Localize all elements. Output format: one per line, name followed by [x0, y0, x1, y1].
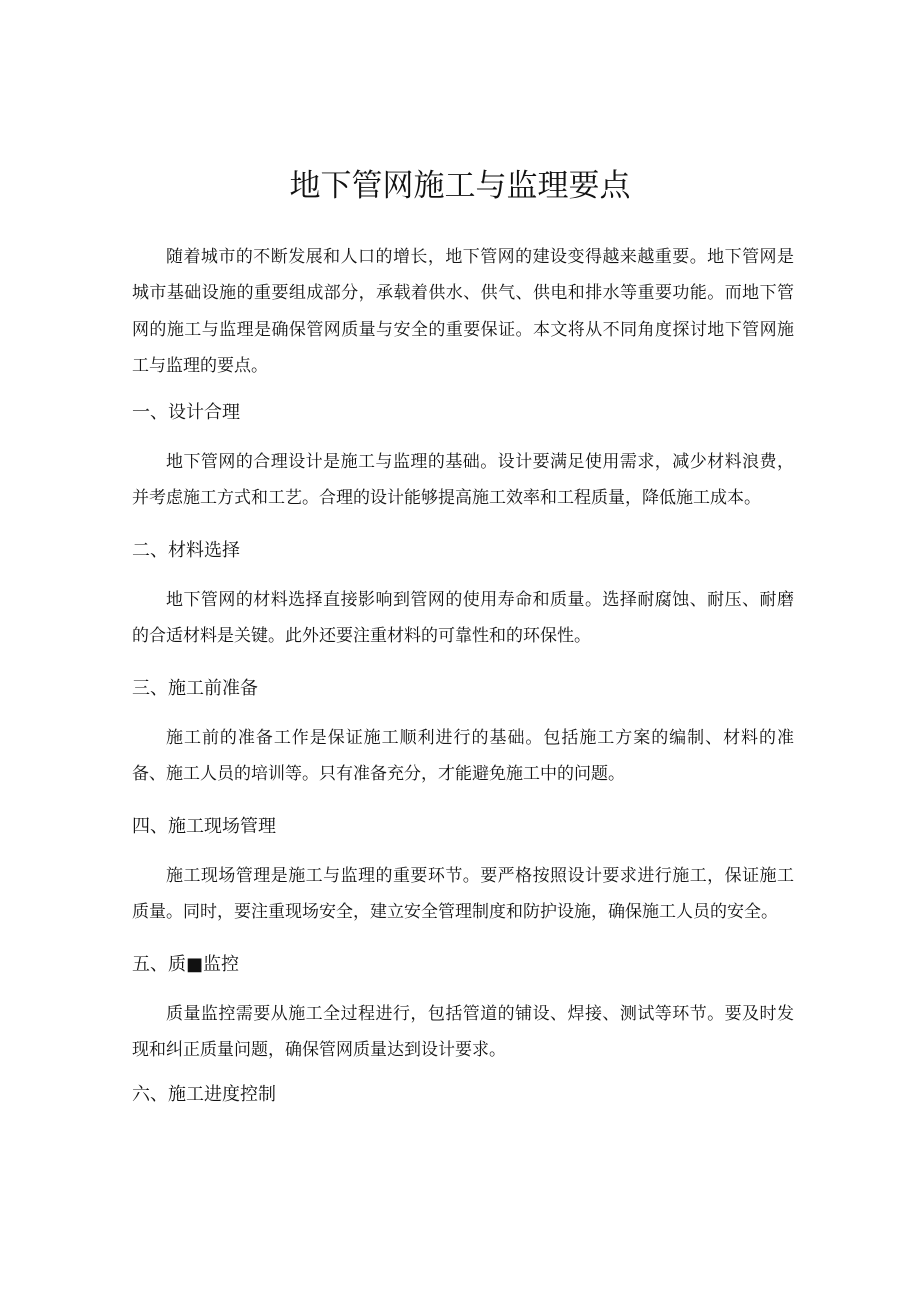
- section-body-1: 地下管网的合理设计是施工与监理的基础。设计要满足使用需求，减少材料浪费，并考虑施工方式和工艺。合理的设计能够提高施工效率和工程质量，降低施工成本。: [132, 452, 794, 509]
- intro-paragraph: 随着城市的不断发展和人口的增长，地下管网的建设变得越来越重要。地下管网是城市基础设施的重要组成部分，承载着供水、供气、供电和排水等重要功能。而地下管网的施工与监理是确保管网质量与安全的重要保证。本文将从不同角度探讨地下管网施工与监理的要点。: [132, 247, 794, 376]
- section-body-2: 地下管网的材料选择直接影响到管网的使用寿命和质量。选择耐腐蚀、耐压、耐磨的合适材料是关键。此外还要注重材料的可靠性和的环保性。: [132, 590, 794, 647]
- section-heading-2: 二、材料选择: [132, 540, 240, 561]
- document-title: 地下管网施工与监理要点: [289, 168, 631, 204]
- section-heading-1: 一、设计合理: [132, 402, 240, 423]
- section-body-4: 施工现场管理是施工与监理的重要环节。要严格按照设计要求进行施工，保证施工质量。同时，要注重现场安全，建立安全管理制度和防护设施，确保施工人员的安全。: [132, 866, 794, 923]
- section-heading-6: 六、施工进度控制: [132, 1084, 276, 1105]
- section-body-3: 施工前的准备工作是保证施工顺利进行的基础。包括施工方案的编制、材料的准备、施工人员的培训等。只有准备充分，才能避免施工中的问题。: [132, 728, 794, 785]
- section-heading-5: 五、质■监控: [132, 954, 240, 975]
- section-body-5: 质量监控需要从施工全过程进行，包括管道的铺设、焊接、测试等环节。要及时发现和纠正质量问题，确保管网质量达到设计要求。: [132, 1004, 794, 1061]
- section-heading-4: 四、施工现场管理: [132, 816, 276, 837]
- section-heading-3: 三、施工前准备: [132, 678, 258, 699]
